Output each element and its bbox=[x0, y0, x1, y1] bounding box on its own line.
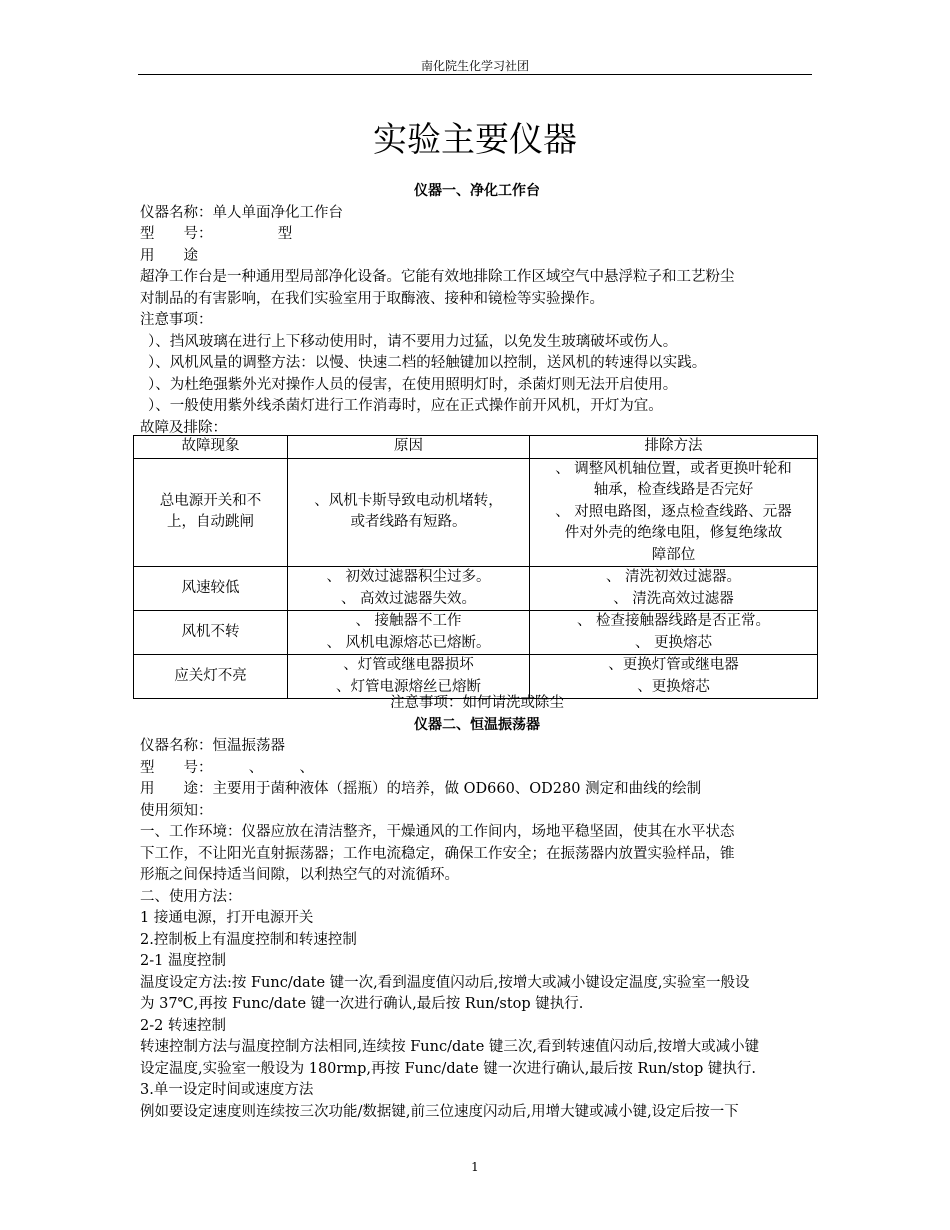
table-row bbox=[134, 458, 818, 567]
step-line: 1 接通电源，打开电源开关 bbox=[140, 910, 314, 926]
cell-line: 风机不转 bbox=[181, 623, 240, 640]
example-line: 例如要设定速度则连续按三次功能/数据键,前三位速度闪动后,用增大键或减小键,设定后按一下 bbox=[140, 1103, 739, 1120]
instrument-name: 仪器名称：恒温振荡器 bbox=[140, 738, 285, 754]
speed-line: 设定温度,实验室一般设为 180rmp,再按 Func/date 键一次进行确认,最后按 Run/stop 键执行. bbox=[140, 1060, 756, 1077]
instrument-name: 仪器名称：单人单面净化工作台 bbox=[140, 204, 343, 221]
cause-cell bbox=[288, 567, 530, 611]
cause-cell bbox=[288, 611, 530, 655]
section-1-heading: 仪器一、净化工作台 bbox=[414, 183, 540, 199]
fix-cell bbox=[530, 458, 818, 567]
cell-line: 、 清洗高效过滤器 bbox=[613, 590, 734, 607]
instrument-model: 型 号： 型 bbox=[140, 226, 293, 242]
method-title: 二、使用方法： bbox=[140, 888, 242, 905]
cell-line: 、风机卡斯导致电动机堵转， bbox=[314, 492, 503, 509]
cell-line: 、灯管或继电器损坏 bbox=[343, 657, 474, 673]
column-header: 原因 bbox=[288, 436, 530, 459]
instrument-use: 用 途：主要用于菌种液体（摇瓶）的培养，做 OD660、OD280 测定和曲线的绘制 bbox=[140, 781, 702, 797]
cell-line: 、 调整风机轴位置，或者更换叶轮和 bbox=[555, 460, 792, 477]
instrument-use: 用 途 bbox=[140, 247, 198, 264]
description-line: 超净工作台是一种通用型局部净化设备。它能有效地排除工作区域空气中悬浮粒子和工艺粉尘 bbox=[140, 269, 735, 285]
fix-cell bbox=[530, 611, 818, 655]
symptom-cell bbox=[134, 567, 288, 611]
cell-line: 轴承，检查线路是否完好 bbox=[593, 482, 754, 498]
cell-line: 、 接触器不工作 bbox=[355, 613, 462, 629]
cause-cell bbox=[288, 458, 530, 567]
cell-line: 、 检查接触器线路是否正常。 bbox=[576, 613, 771, 629]
cause-cell bbox=[288, 655, 530, 699]
section-2 bbox=[140, 693, 814, 1123]
page-number: 1 bbox=[471, 1160, 479, 1174]
cell-line: 应关灯不亮 bbox=[174, 667, 247, 684]
cell-line: 、更换灯管或继电器 bbox=[608, 657, 739, 673]
cell-line: 或者线路有短路。 bbox=[350, 514, 467, 531]
cell-line: 障部位 bbox=[651, 546, 696, 563]
step-line: 3.单一设定时间或速度方法 bbox=[140, 1082, 314, 1098]
after-table-note: 注意事项：如何请洗或除尘 bbox=[390, 695, 564, 711]
section-1 bbox=[140, 181, 814, 439]
note-item: ）、为杜绝强紫外光对操作人员的侵害，在使用照明灯时，杀菌灯则无法开启使用。 bbox=[148, 376, 678, 393]
cell-line: 件对外壳的绝缘电阻，修复绝缘故 bbox=[564, 525, 783, 541]
note-item: ）、一般使用紫外线杀菌灯进行工作消毒时，应在正式操作前开风机，开灯为宜。 bbox=[148, 398, 663, 414]
temperature-line: 为 37℃,再按 Func/date 键一次进行确认,最后按 Run/stop 键执行. bbox=[140, 996, 584, 1012]
cell-line: 、 风机电源熔芯已熔断。 bbox=[326, 634, 491, 651]
note-item: ）、挡风玻璃在进行上下移动使用时，请不要用力过猛，以免发生玻璃破坏或伤人。 bbox=[148, 333, 678, 350]
temperature-line: 温度设定方法:按 Func/date 键一次,看到温度值闪动后,按增大或减小键设定温度,实验室一般设 bbox=[140, 974, 750, 991]
fault-table bbox=[133, 435, 818, 699]
document-title: 实验主要仪器 bbox=[373, 120, 577, 160]
column-header: 故障现象 bbox=[134, 436, 288, 459]
environment-line: 一、工作环境：仪器应放在清洁整齐，干燥通风的工作间内，场地平稳坚固，使其在水平状态 bbox=[140, 824, 735, 840]
cell-line: 总电源开关和不 bbox=[159, 492, 262, 509]
header-rule bbox=[138, 74, 812, 75]
table-header-row bbox=[134, 436, 818, 459]
table-row bbox=[134, 611, 818, 655]
symptom-cell bbox=[134, 655, 288, 699]
notice-title: 使用须知： bbox=[140, 802, 213, 819]
table-row bbox=[134, 655, 818, 699]
cell-line: 、灯管电源熔丝已熔断 bbox=[336, 678, 481, 695]
cell-line: 、 高效过滤器失效。 bbox=[340, 590, 477, 607]
table-row bbox=[134, 567, 818, 611]
cell-line: 上，自动跳闸 bbox=[167, 514, 254, 531]
environment-line: 形瓶之间保持适当间隙，以利热空气的对流循环。 bbox=[140, 867, 459, 883]
cell-line: 、 对照电路图，逐点检查线路、元器 bbox=[555, 503, 792, 520]
cell-line: 、 清洗初效过滤器。 bbox=[605, 569, 742, 585]
section-2-heading: 仪器二、恒温振荡器 bbox=[414, 716, 540, 733]
column-header: 排除方法 bbox=[530, 436, 818, 459]
step-line: 2.控制板上有温度控制和转速控制 bbox=[140, 931, 357, 948]
cell-line: 风速较低 bbox=[181, 579, 240, 596]
speed-line: 转速控制方法与温度控制方法相同,连续按 Func/date 键三次,看到转速值闪动后,按增大或减小键 bbox=[140, 1039, 760, 1055]
symptom-cell bbox=[134, 611, 288, 655]
step-line: 2-2 转速控制 bbox=[140, 1017, 226, 1034]
note-item: ）、风机风量的调整方法：以慢、快速二档的轻触键加以控制，送风机的转速得以实践。 bbox=[148, 355, 707, 371]
fix-cell bbox=[530, 567, 818, 611]
symptom-cell bbox=[134, 458, 288, 567]
step-line: 2-1 温度控制 bbox=[140, 953, 226, 969]
description-line: 对制品的有害影响，在我们实验室用于取酶液、接种和镜检等实验操作。 bbox=[140, 290, 604, 307]
cell-line: 、 更换熔芯 bbox=[634, 634, 713, 651]
environment-line: 下工作，不让阳光直射振荡器；工作电流稳定，确保工作安全；在振荡器内放置实验样品，锥 bbox=[140, 845, 735, 862]
cell-line: 、 初效过滤器积尘过多。 bbox=[326, 569, 491, 585]
cell-line: 、更换熔芯 bbox=[637, 678, 710, 695]
fix-cell bbox=[530, 655, 818, 699]
notes-title: 注意事项： bbox=[140, 312, 213, 328]
instrument-model: 型 号： 、 、 bbox=[140, 759, 314, 776]
page-header: 南化院生化学习社团 bbox=[420, 59, 529, 73]
trouble-title: 故障及排除： bbox=[140, 419, 227, 436]
